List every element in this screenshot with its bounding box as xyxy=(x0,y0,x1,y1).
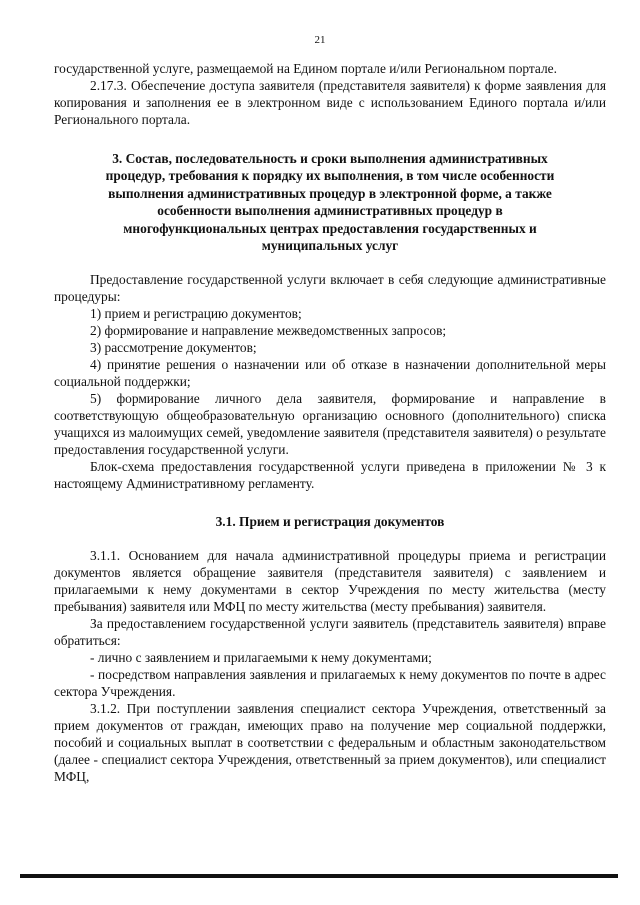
list-item: 1) прием и регистрацию документов; xyxy=(90,306,302,322)
paragraph: 3.1.1. Основанием для начала административной процедуры приема и регистрации документов является обращение заявителя (представителя заявителя) с заявлением и прилагаемыми к нему документами в сектор Учреждения по месту жительства (месту пребывания) заявителя или МФЦ по месту жительства (месту пребывания) заявителя. xyxy=(54,548,606,615)
subsection-heading: 3.1. Прием и регистрация документов xyxy=(215,514,445,530)
list-item: 3) рассмотрение документов; xyxy=(90,340,257,356)
paragraph: 2.17.3. Обеспечение доступа заявителя (представителя заявителя) к форме заявления для копирования и заполнения ее в электронном виде с использованием Единого портала и/или Регионального портала. xyxy=(54,78,606,127)
bottom-border-line xyxy=(20,874,618,878)
document-body xyxy=(54,60,606,785)
paragraph: государственной услуге, размещаемой на Едином портале и/или Региональном портале. xyxy=(54,61,557,76)
page-number: 21 xyxy=(314,34,326,46)
paragraph: Предоставление государственной услуги включает в себя следующие административные процедуры: xyxy=(54,272,606,305)
paragraph: Блок-схема предоставления государственной услуги приведена в приложении № 3 к настоящему Административному регламенту. xyxy=(54,459,606,492)
list-item: 2) формирование и направление межведомственных запросов; xyxy=(90,323,447,339)
paragraph: - посредством направления заявления и прилагаемых к нему документов по почте в адрес сектора Учреждения. xyxy=(54,667,606,700)
paragraph: - лично с заявлением и прилагаемыми к нему документами; xyxy=(90,650,432,666)
list-item: 5) формирование личного дела заявителя, формирование и направление в соответствующую общеобразовательную организацию основного (дополнительного) списка учащихся из малоимущих семей, уведомление заявителя (представителя заявителя) о результате предоставления государственной услуги. xyxy=(54,391,606,458)
paragraph: 3.1.2. При поступлении заявления специалист сектора Учреждения, ответственный за прием документов от граждан, имеющих право на получение мер социальной поддержки, пособий и социальных выплат в соответствии с федеральным и областным законодательством (далее - специалист сектора Учреждения, ответственный за прием документов), или специалист МФЦ, xyxy=(54,701,606,785)
list-item: 4) принятие решения о назначении или об отказе в назначении дополнительной меры социальной поддержки; xyxy=(54,357,606,390)
paragraph: За предоставлением государственной услуги заявитель (представитель заявителя) вправе обратиться: xyxy=(54,616,606,649)
section-heading: 3. Состав, последовательность и сроки выполнения административных процедур, требования к порядку их выполнения, в том числе особенности выполнения административных процедур в электронной форме, а также особенности выполнения административных процедур в многофункциональных центрах предоставления государственных и муниципальных услуг xyxy=(105,151,555,254)
